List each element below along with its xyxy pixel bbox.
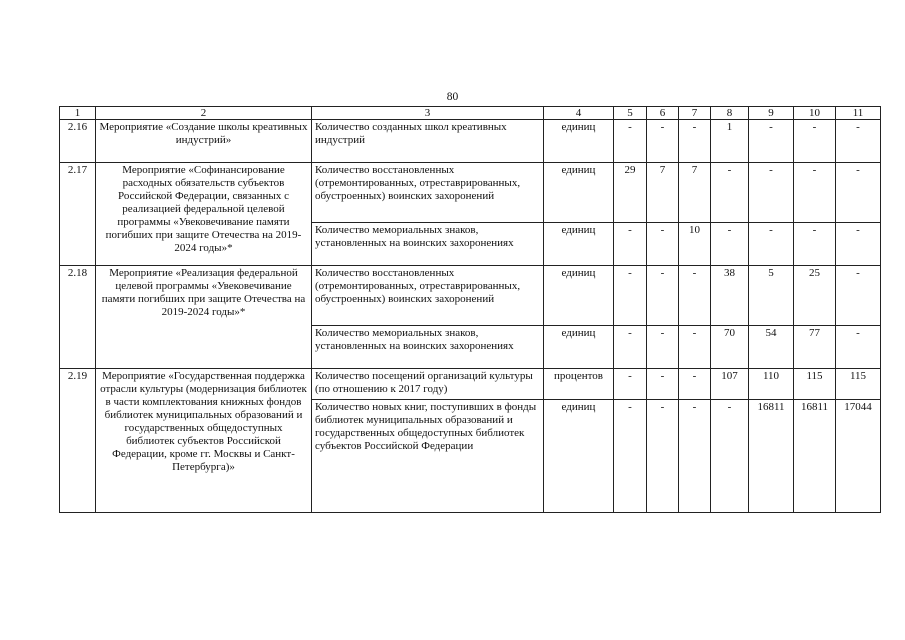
value-cell: - [836, 326, 881, 369]
header-cell: 6 [647, 107, 679, 120]
row-number: 2.19 [60, 369, 96, 513]
value-cell: - [647, 223, 679, 266]
value-cell: - [614, 326, 647, 369]
value-cell: 29 [614, 163, 647, 223]
event-cell: Мероприятие «Создание школы креативных индустрий» [96, 120, 312, 163]
value-cell: - [679, 120, 711, 163]
value-cell: - [711, 223, 749, 266]
value-cell: - [711, 400, 749, 513]
indicator-cell: Количество мемориальных знаков, установленных на воинских захоронениях [312, 326, 544, 369]
event-cell: Мероприятие «Софинансирование расходных обязательств субъектов Российской Федерации, связанных с реализацией федеральной целевой программы «Увековечивание памяти погибших при защите Отечества на 2019-2024 годы»* [96, 163, 312, 266]
header-cell: 9 [749, 107, 794, 120]
value-cell: - [836, 223, 881, 266]
value-cell: - [836, 120, 881, 163]
value-cell: - [836, 266, 881, 326]
value-cell: 77 [794, 326, 836, 369]
event-cell: Мероприятие «Государственная поддержка отрасли культуры (модернизация библиотек в части комплектования книжных фондов библиотек муниципальных образований и государственных общедоступных библиотек субъектов Российской Федерации, кроме гг. Москвы и Санкт-Петербурга)» [96, 369, 312, 513]
value-cell: - [614, 120, 647, 163]
table-row [60, 369, 881, 400]
value-cell: - [794, 163, 836, 223]
unit-cell: единиц [544, 266, 614, 326]
indicators-table [59, 106, 881, 513]
value-cell: 110 [749, 369, 794, 400]
indicator-cell: Количество восстановленных (отремонтированных, отреставрированных, обустроенных) воинских захоронений [312, 266, 544, 326]
value-cell: - [679, 369, 711, 400]
value-cell: 17044 [836, 400, 881, 513]
row-number: 2.17 [60, 163, 96, 266]
unit-cell: единиц [544, 400, 614, 513]
header-cell: 10 [794, 107, 836, 120]
value-cell: - [679, 326, 711, 369]
header-cell: 11 [836, 107, 881, 120]
value-cell: 107 [711, 369, 749, 400]
value-cell: - [647, 120, 679, 163]
unit-cell: процентов [544, 369, 614, 400]
header-cell: 4 [544, 107, 614, 120]
table-row [60, 266, 881, 326]
indicator-cell: Количество новых книг, поступивших в фонды библиотек муниципальных образований и государственных общедоступных библиотек субъектов Российской Федерации [312, 400, 544, 513]
value-cell: - [647, 369, 679, 400]
header-cell: 1 [60, 107, 96, 120]
value-cell: 5 [749, 266, 794, 326]
value-cell: - [614, 369, 647, 400]
header-cell: 5 [614, 107, 647, 120]
unit-cell: единиц [544, 326, 614, 369]
unit-cell: единиц [544, 120, 614, 163]
row-number: 2.16 [60, 120, 96, 163]
indicator-cell: Количество созданных школ креативных индустрий [312, 120, 544, 163]
indicator-cell: Количество восстановленных (отремонтированных, отреставрированных, обустроенных) воинских захоронений [312, 163, 544, 223]
header-cell: 2 [96, 107, 312, 120]
indicator-cell: Количество мемориальных знаков, установленных на воинских захоронениях [312, 223, 544, 266]
header-cell: 7 [679, 107, 711, 120]
value-cell: - [836, 163, 881, 223]
header-cell: 3 [312, 107, 544, 120]
value-cell: - [614, 266, 647, 326]
value-cell: 16811 [794, 400, 836, 513]
header-row [60, 107, 881, 120]
row-number: 2.18 [60, 266, 96, 369]
value-cell: 7 [679, 163, 711, 223]
value-cell: 10 [679, 223, 711, 266]
table-row [60, 163, 881, 223]
value-cell: - [679, 266, 711, 326]
value-cell: - [794, 120, 836, 163]
value-cell: 16811 [749, 400, 794, 513]
value-cell: - [647, 326, 679, 369]
value-cell: 1 [711, 120, 749, 163]
value-cell: 54 [749, 326, 794, 369]
table-row [60, 120, 881, 163]
unit-cell: единиц [544, 223, 614, 266]
value-cell: - [614, 400, 647, 513]
value-cell: 70 [711, 326, 749, 369]
value-cell: - [749, 223, 794, 266]
value-cell: 7 [647, 163, 679, 223]
value-cell: 38 [711, 266, 749, 326]
indicator-cell: Количество посещений организаций культуры (по отношению к 2017 году) [312, 369, 544, 400]
event-cell: Мероприятие «Реализация федеральной целевой программы «Увековечивание памяти погибших при защите Отечества на 2019-2024 годы»* [96, 266, 312, 369]
value-cell: 115 [794, 369, 836, 400]
value-cell: - [647, 400, 679, 513]
page-number: 80 [446, 91, 459, 103]
value-cell: - [647, 266, 679, 326]
value-cell: 25 [794, 266, 836, 326]
value-cell: - [794, 223, 836, 266]
value-cell: - [711, 163, 749, 223]
unit-cell: единиц [544, 163, 614, 223]
value-cell: - [614, 223, 647, 266]
value-cell: 115 [836, 369, 881, 400]
value-cell: - [749, 120, 794, 163]
value-cell: - [749, 163, 794, 223]
header-cell: 8 [711, 107, 749, 120]
value-cell: - [679, 400, 711, 513]
